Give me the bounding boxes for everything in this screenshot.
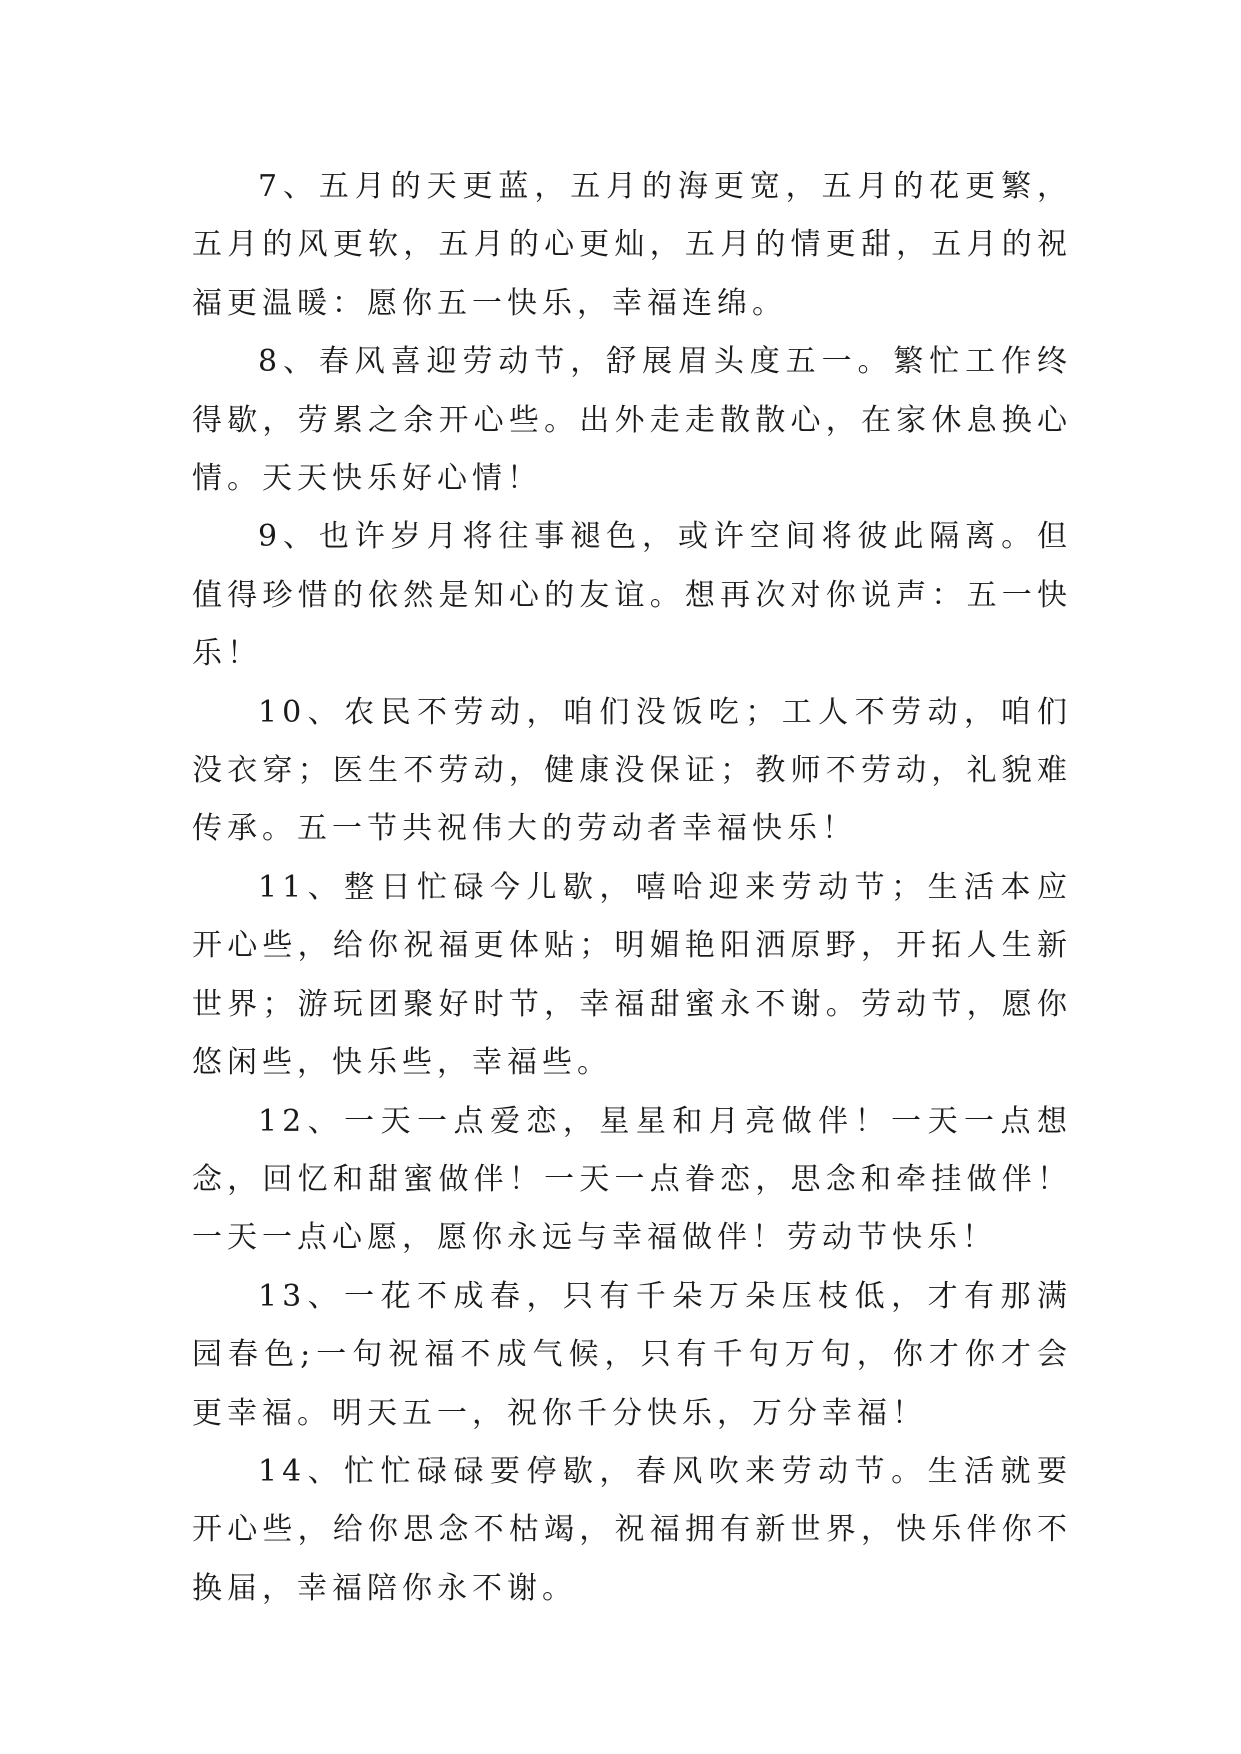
paragraph-10: 10、农民不劳动，咱们没饭吃；工人不劳动，咱们没衣穿；医生不劳动，健康没保证；教师不劳动，礼貌难传承。五一节共祝伟大的劳动者幸福快乐！ [192,694,1072,847]
paragraph-13: 13、一花不成春，只有千朵万朵压枝低，才有那满园春色;一句祝福不成气候，只有千句万句，你才你才会更幸福。明天五一，祝你千分快乐，万分幸福！ [192,1278,1072,1431]
paragraph-14: 14、忙忙碌碌要停歇，春风吹来劳动节。生活就要开心些，给你思念不枯竭，祝福拥有新世界，快乐伴你不换届，幸福陪你永不谢。 [192,1453,1072,1606]
paragraph-7: 7、五月的天更蓝，五月的海更宽，五月的花更繁，五月的风更软，五月的心更灿，五月的情更甜，五月的祝福更温暖：愿你五一快乐，幸福连绵。 [192,169,1072,321]
paragraph-9: 9、也许岁月将往事褪色，或许空间将彼此隔离。但值得珍惜的依然是知心的友谊。想再次对你说声：五一快乐！ [192,519,1072,672]
paragraph-12: 12、一天一点爱恋，星星和月亮做伴！一天一点想念，回忆和甜蜜做伴！一天一点眷恋，思念和牵挂做伴！一天一点心愿，愿你永远与幸福做伴！劳动节快乐！ [192,1103,1072,1256]
paragraph-11: 11、整日忙碌今儿歇，嘻哈迎来劳动节；生活本应开心些，给你祝福更体贴；明媚艳阳洒原野，开拓人生新世界；游玩团聚好时节，幸福甜蜜永不谢。劳动节，愿你悠闲些，快乐些，幸福些。 [192,869,1072,1081]
document-body [192,158,1072,1618]
paragraph-8: 8、春风喜迎劳动节，舒展眉头度五一。繁忙工作终得歇，劳累之余开心些。出外走走散散心，在家休息换心情。天天快乐好心情！ [192,344,1072,497]
